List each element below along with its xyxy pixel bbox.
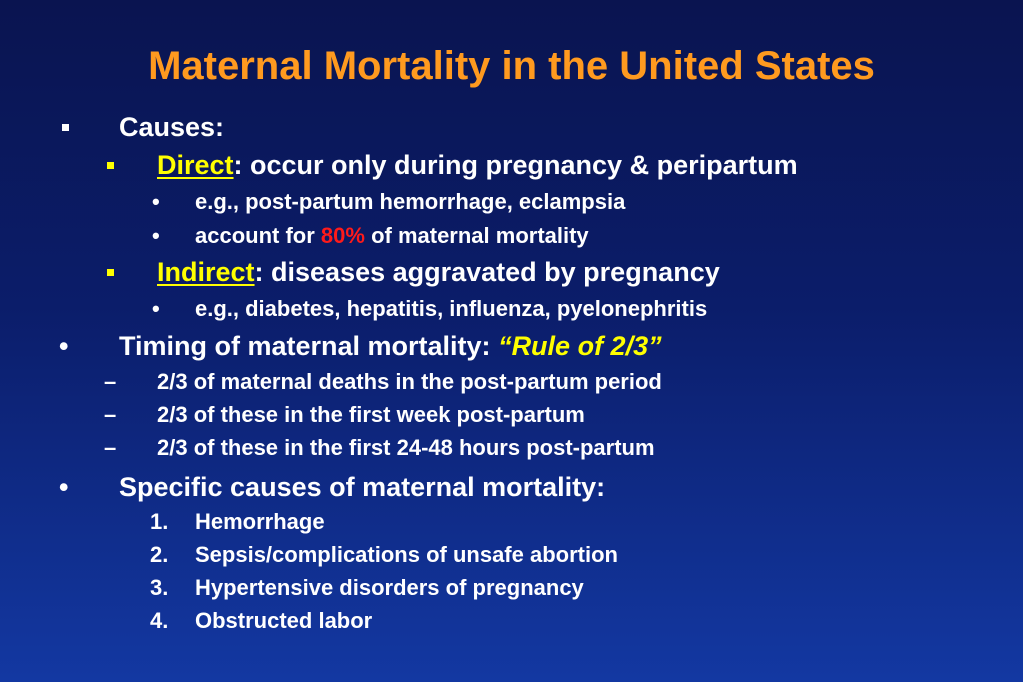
timing-label: Timing of maternal mortality: bbox=[119, 331, 499, 361]
direct-account-line bbox=[195, 222, 589, 250]
square-bullet-icon bbox=[107, 162, 114, 169]
indirect-line bbox=[157, 255, 720, 289]
direct-term: Direct bbox=[157, 150, 234, 180]
dot-bullet-icon: • bbox=[59, 472, 69, 502]
square-bullet-icon bbox=[62, 124, 69, 131]
dash-bullet-icon: – bbox=[104, 402, 117, 427]
square-bullet-icon bbox=[107, 269, 114, 276]
dot-bullet-icon: • bbox=[152, 223, 160, 248]
direct-examples: e.g., post-partum hemorrhage, eclampsia bbox=[195, 189, 626, 214]
list-number: 1. bbox=[150, 509, 169, 534]
list-number: 4. bbox=[150, 608, 169, 633]
dot-bullet-icon: • bbox=[152, 296, 160, 321]
list-number: 2. bbox=[150, 542, 169, 567]
direct-line bbox=[157, 148, 798, 182]
dash-bullet-icon: – bbox=[104, 369, 117, 394]
specific-cause-item: Obstructed labor bbox=[195, 608, 373, 633]
indirect-description: : diseases aggravated by pregnancy bbox=[254, 257, 720, 287]
account-suffix: of maternal mortality bbox=[364, 223, 589, 248]
list-number: 3. bbox=[150, 575, 169, 600]
account-prefix: account for bbox=[195, 223, 321, 248]
dot-bullet-icon: • bbox=[59, 331, 69, 361]
timing-point: 2/3 of these in the first 24-48 hours post-partum bbox=[157, 435, 655, 460]
specific-cause-item: Sepsis/complications of unsafe abortion bbox=[195, 542, 618, 567]
timing-heading bbox=[119, 329, 662, 363]
timing-rule: “Rule of 2/3” bbox=[498, 331, 662, 361]
specific-heading: Specific causes of maternal mortality: bbox=[119, 472, 606, 502]
indirect-examples: e.g., diabetes, hepatitis, influenza, pyelonephritis bbox=[195, 296, 708, 321]
dash-bullet-icon: – bbox=[104, 435, 117, 460]
account-percentage: 80% bbox=[320, 223, 365, 248]
slide-title: Maternal Mortality in the United States bbox=[148, 44, 875, 88]
specific-cause-item: Hypertensive disorders of pregnancy bbox=[195, 575, 584, 600]
timing-point: 2/3 of these in the first week post-partum bbox=[157, 402, 585, 427]
direct-description: : occur only during pregnancy & peripartum bbox=[233, 150, 798, 180]
timing-point: 2/3 of maternal deaths in the post-partum period bbox=[157, 369, 662, 394]
indirect-term: Indirect bbox=[157, 257, 255, 287]
causes-heading: Causes: bbox=[119, 112, 225, 142]
specific-cause-item: Hemorrhage bbox=[195, 509, 325, 534]
dot-bullet-icon: • bbox=[152, 189, 160, 214]
